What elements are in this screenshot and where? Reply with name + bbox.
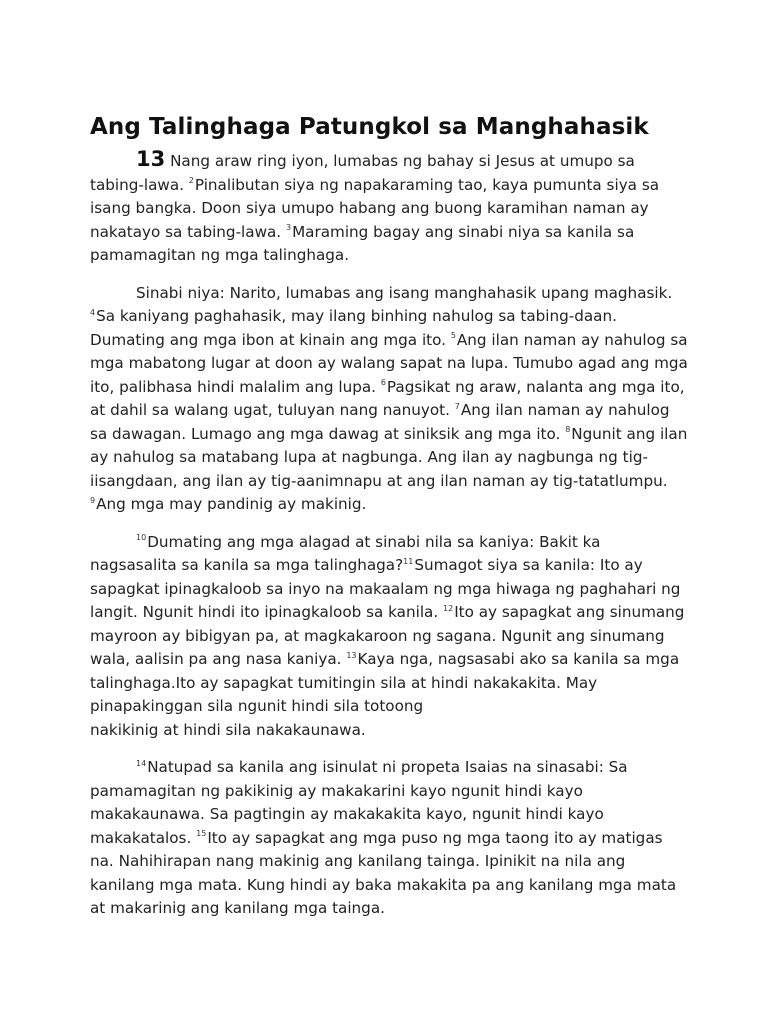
- verse-number: 15: [196, 829, 207, 839]
- verse-text: Sumagot siya sa kanila: Ito ay sapagkat ipinagkaloob sa inyo na makaalam ng mga hiwaga ng paghahari ng langit. Ngunit hindi ito ipinagkaloob sa kanila.: [90, 556, 681, 621]
- paragraph-3: [90, 531, 690, 743]
- verse-number: 9: [90, 495, 96, 505]
- verse-text: Ito ay sapagkat ang mga puso ng mga taong ito ay matigas na. Nahihirapan nang makinig ang kanilang tainga. Ipinikit na nila ang kanilang mga mata. Kung hindi ay baka makakita pa ang kanilang mga mata at makarinig ang kanilang mga tainga.: [90, 828, 677, 917]
- verse-number: 7: [454, 401, 460, 411]
- chapter-number: 13: [136, 147, 166, 171]
- verse-text: Sinabi niya: Narito, lumabas ang isang manghahasik upang maghasik.: [136, 283, 673, 302]
- verse-text: Pagsikat ng araw, nalanta ang mga ito, at dahil sa walang ugat, tuluyan nang nanuyot.: [90, 377, 685, 419]
- verse-text: Dumating ang mga alagad at sinabi nila sa kaniya: Bakit ka nagsasalita sa kanila sa mga talinghaga?: [90, 532, 601, 574]
- verse-text: Ito ay sapagkat ang sinumang mayroon ay bibigyan pa, at magkakaroon ng sagana. Ngunit ang sinumang wala, aalisin pa ang nasa kaniya.: [90, 603, 685, 668]
- verse-text: Maraming bagay ang sinabi niya sa kanila sa pamamagitan ng mga talinghaga.: [90, 222, 635, 264]
- verse-number: 4: [90, 307, 96, 317]
- verse-number: 11: [403, 556, 414, 566]
- paragraph-1: [90, 147, 690, 268]
- verse-number: 13: [346, 650, 357, 660]
- verse-number: 6: [380, 378, 386, 388]
- verse-number: 3: [285, 223, 292, 233]
- verse-number: 2: [188, 176, 194, 186]
- page-title: Ang Talinghaga Patungkol sa Manghahasik: [90, 114, 649, 140]
- verse-number: 12: [443, 603, 454, 613]
- verse-text: Kaya nga, nagsasabi ako sa kanila sa mga talinghaga.Ito ay sapagkat tumitingin sila at hindi nakakakita. May pinapakinggan sila ngunit hindi sila totoong: [90, 650, 680, 715]
- verse-number: 8: [565, 425, 571, 435]
- verse-text: Nang araw ring iyon, lumabas ng bahay si Jesus at umupo sa tabing-lawa.: [90, 152, 635, 194]
- verse-text: nakikinig at hindi sila nakakaunawa.: [90, 720, 366, 739]
- verse-number: 14: [136, 758, 147, 768]
- verse-text: Pinalibutan siya ng napakaraming tao, kaya pumunta siya sa isang bangka. Doon siya umupo habang ang buong karamihan naman ay nakatayo sa tabing-lawa.: [90, 175, 660, 241]
- verse-number: 10: [136, 533, 147, 543]
- paragraph-4: [90, 756, 690, 921]
- verse-text: Ang ilan naman ay nahulog sa mga mabatong lugar at doon ay walang sapat na lupa. Tumubo agad ang mga ito, palibhasa hindi malalim ang lupa.: [90, 330, 688, 396]
- verse-text: Ang ilan naman ay nahulog sa dawagan. Lumago ang mga dawag at siniksik ang mga ito.: [90, 401, 670, 443]
- paragraph-2: [90, 282, 690, 517]
- verse-text: Sa kaniyang paghahasik, may ilang binhing nahulog sa tabing-daan. Dumating ang mga ibon at kinain ang mga ito.: [90, 307, 617, 349]
- verse-text: Ang mga may pandinig ay makinig.: [96, 495, 367, 513]
- verse-number: 5: [450, 331, 456, 341]
- document-page: [90, 110, 690, 935]
- verse-text: Natupad sa kanila ang isinulat ni propeta Isaias na sinasabi: Sa pamamagitan ng pakikinig ay makakarini kayo ngunit hindi kayo makakaunawa. Sa pagtingin ay makakakita kayo, ngunit hindi kayo makakatalos.: [90, 758, 628, 847]
- verse-text: Ngunit ang ilan ay nahulog sa matabang lupa at nagbunga. Ang ilan ay nagbunga ng tig-iisangdaan, ang ilan ay tig-aanimnapu at ang ilan naman ay tig-tatatlumpu.: [90, 424, 688, 490]
